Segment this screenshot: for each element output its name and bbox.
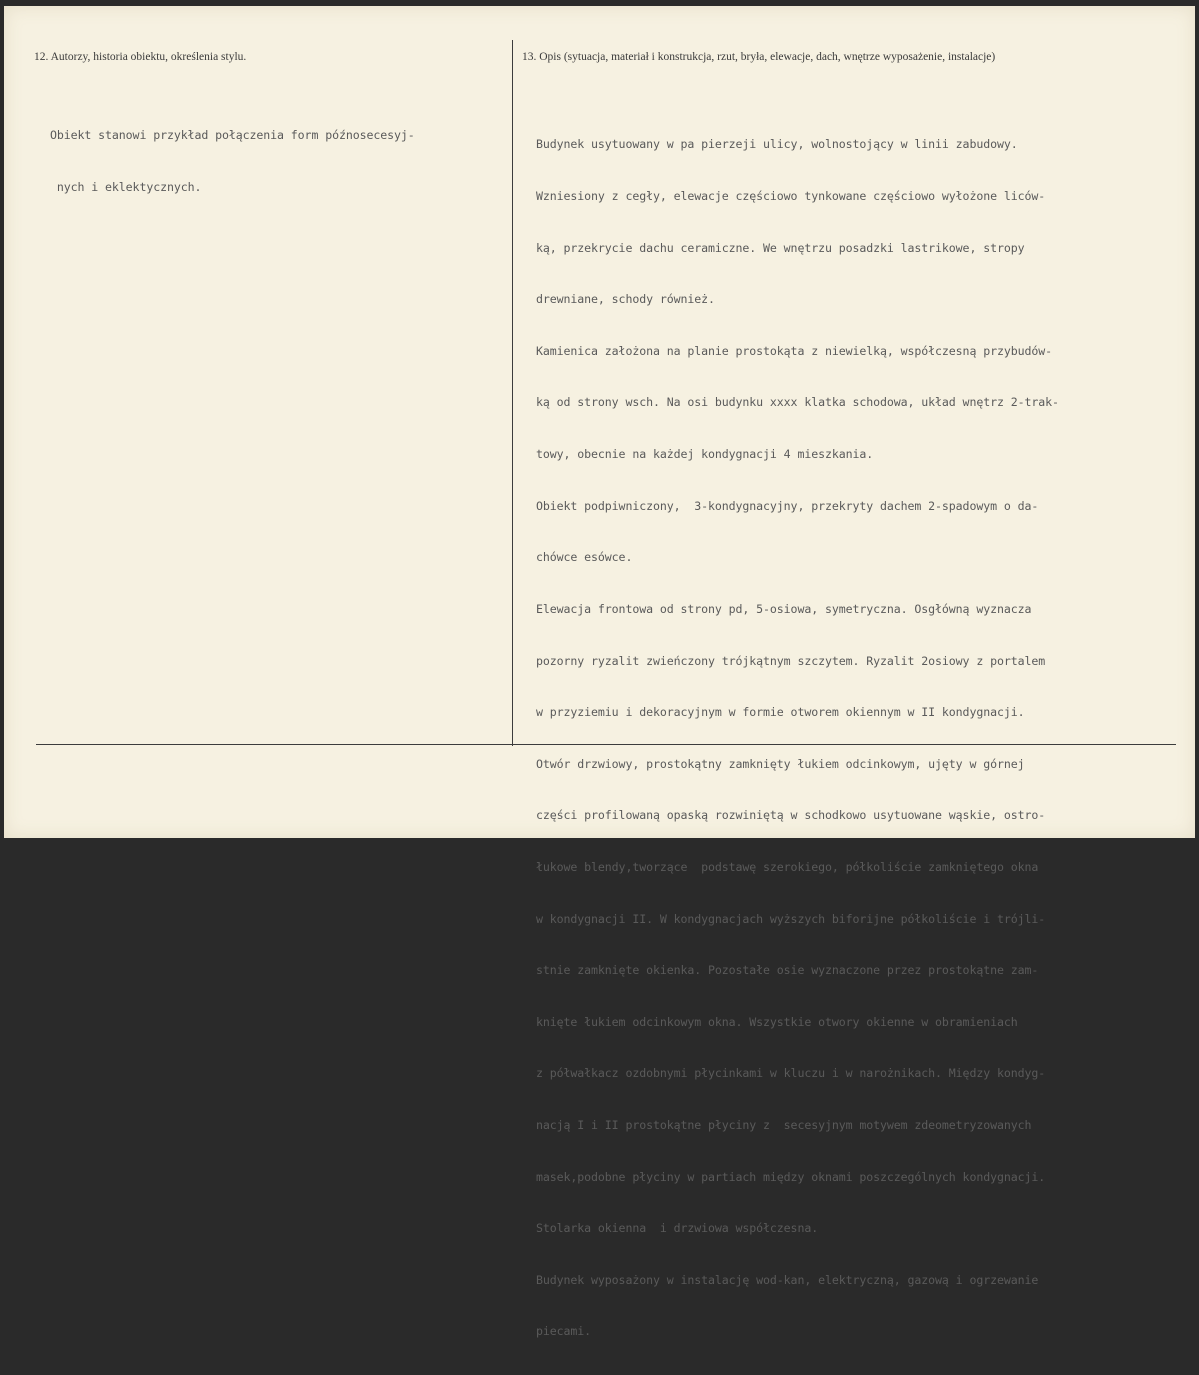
typed-line: knięte łukiem odcinkowym okna. Wszystkie otwory okienne w obramieniach — [536, 1014, 1018, 1029]
typed-line: stnie zamknięte okienka. Pozostałe osie wyznaczone przez prostokątne zam- — [536, 963, 1039, 978]
typed-line: chówce esówce. — [536, 550, 633, 565]
typed-line: ką, przekrycie dachu ceramiczne. We wnętrzu posadzki lastrikowe, stropy — [536, 240, 1025, 255]
typed-line: Budynek usytuowany w pa pierzeji ulicy, wolnostojący w linii zabudowy. — [536, 137, 1018, 152]
section-13-header: 13. Opis (sytuacja, materiał i konstrukcja, rzut, bryła, elewacje, dach, wnętrze wyposażenie, instalacje) — [522, 51, 996, 63]
typed-line: łukowe blendy,tworzące podstawę szerokiego, półkoliście zamkniętego okna — [536, 859, 1039, 874]
section-12-header: 12. Autorzy, historia obiektu, określenia stylu. — [34, 51, 247, 63]
typed-line: Obiekt stanowi przykład połączenia form późnosecesyj- — [50, 128, 415, 143]
typed-line: Budynek wyposażony w instalację wod-kan, elektryczną, gazową i ogrzewanie — [536, 1272, 1039, 1287]
description-text — [536, 102, 1059, 1375]
typed-line: masek,podobne płyciny w partiach między oknami poszczególnych kondygnacji. — [536, 1169, 1046, 1184]
typed-line: Elewacja frontowa od strony pd, 5-osiowa, symetryczna. Osgłówną wyznacza — [536, 601, 1032, 616]
history-text — [50, 93, 415, 231]
typed-line: Kamienica założona na planie prostokąta z niewielką, współczesną przybudów- — [536, 343, 1053, 358]
typed-line: w kondygnacji II. W kondygnacjach wyższych biforijne półkoliście i trójli- — [536, 911, 1046, 926]
typed-line: Otwór drzwiowy, prostokątny zamknięty łukiem odcinkowym, ujęty w górnej — [536, 756, 1025, 771]
typed-line: piecami. — [536, 1324, 592, 1339]
typed-line: towy, obecnie na każdej kondygnacji 4 mieszkania. — [536, 447, 874, 462]
column-divider — [512, 40, 513, 746]
typed-line: z półwałkacz ozdobnymi płycinkami w kluczu i w narożnikach. Między kondyg- — [536, 1066, 1046, 1081]
typed-line: Obiekt podpiwniczony, 3-kondygnacyjny, przekryty dachem 2-spadowym o da- — [536, 498, 1039, 513]
typed-line: ką od strony wsch. Na osi budynku xxxx klatka schodowa, układ wnętrz 2-trak- — [536, 395, 1059, 410]
typed-line: nych i eklektycznych. — [50, 180, 202, 195]
typed-line: części profilowaną opaską rozwiniętą w schodkowo usytuowane wąskie, ostro- — [536, 808, 1046, 823]
typed-line: pozorny ryzalit zwieńczony trójkątnym szczytem. Ryzalit 2osiowy z portalem — [536, 653, 1046, 668]
typed-line: nacją I i II prostokątne płyciny z secesyjnym motywem zdeometryzowanych — [536, 1117, 1032, 1132]
typed-line: Stolarka okienna i drzwiowa współczesna. — [536, 1221, 819, 1236]
typed-line: w przyziemiu i dekoracyjnym w formie otworem okiennym w II kondygnacji. — [536, 705, 1025, 720]
inventory-card — [4, 6, 1195, 1339]
typed-line: drewniane, schody również. — [536, 292, 715, 307]
typed-line: Wzniesiony z cegły, elewacje częściowo tynkowane częściowo wyłożone liców- — [536, 189, 1046, 204]
